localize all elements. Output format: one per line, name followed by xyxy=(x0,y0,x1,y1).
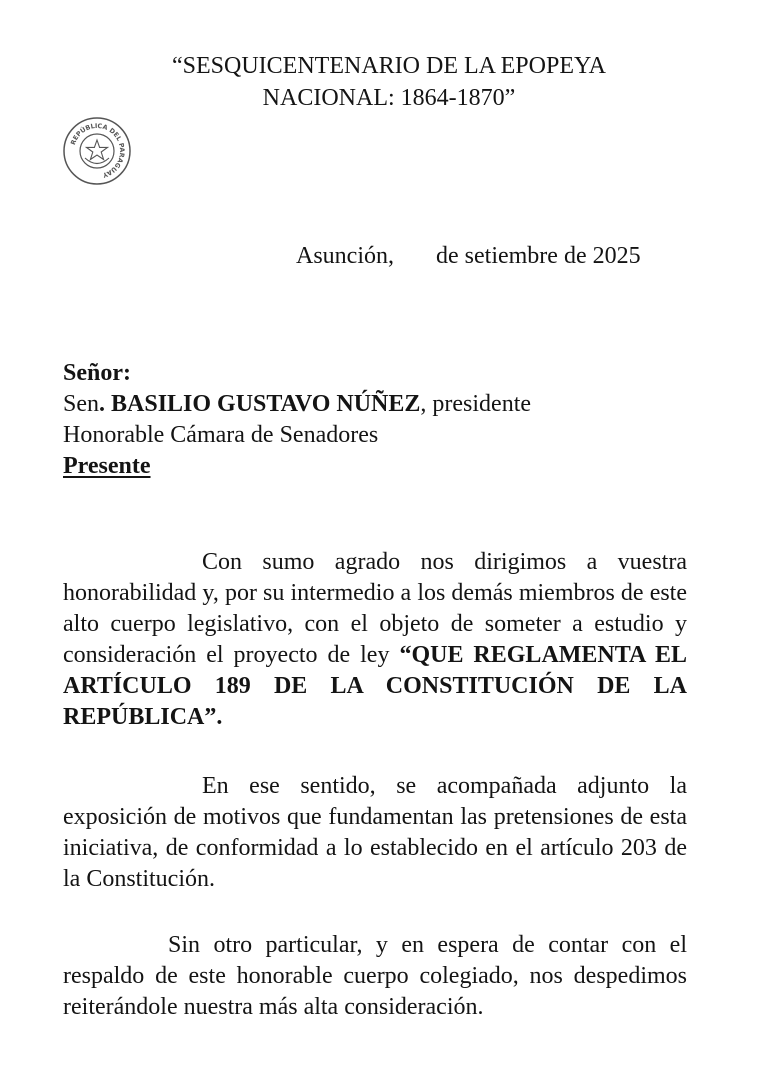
recipient-institution: Honorable Cámara de Senadores xyxy=(63,422,379,448)
presente-label: Presente xyxy=(63,453,151,479)
seal-text: REPÚBLICA DEL PARAGUAY xyxy=(68,121,127,180)
paragraph-1-text: Con sumo agrado nos dirigimos a vuestra honorabilidad y, por su intermedio a los demás miembros de este alto cuerpo legislativo, con el objeto de someter a estudio y consideración el proyecto de ley xyxy=(63,549,687,668)
body-paragraph-1 xyxy=(63,547,687,733)
commemorative-header xyxy=(0,50,778,114)
recipient-block xyxy=(63,358,531,482)
recipient-name: . BASILIO GUSTAVO NÚÑEZ xyxy=(99,391,421,417)
paragraph-2-text: En ese sentido, se acompañada adjunto la exposición de motivos que fundamentan las pretensiones de esta iniciativa, de conformidad a lo establecido en el artículo 203 de la Constitución. xyxy=(63,773,687,892)
body-paragraph-3 xyxy=(63,930,687,1023)
recipient-title: Sen xyxy=(63,391,99,417)
body-paragraph-2 xyxy=(63,771,687,895)
recipient-role: , presidente xyxy=(420,391,532,417)
republic-of-paraguay-seal-icon xyxy=(62,116,132,186)
date-month-year: de setiembre de 2025 xyxy=(436,243,641,269)
svg-text:REPÚBLICA DEL PARAGUAY xyxy=(69,122,126,179)
recipient-name-line xyxy=(63,389,531,420)
bill-title: “QUE REGLAMENTA EL ARTÍCULO 189 DE LA CONSTITUCIÓN DE LA REPÚBLICA”. xyxy=(63,642,687,730)
date-city: Asunción, xyxy=(296,243,394,269)
salutation: Señor: xyxy=(63,360,131,386)
header-line-1: “SESQUICENTENARIO DE LA EPOPEYA xyxy=(172,53,606,79)
paragraph-3-text: Sin otro particular, y en espera de contar con el respaldo de este honorable cuerpo colegiado, nos despedimos reiterándole nuestra más alta consideración. xyxy=(63,932,687,1020)
header-line-2: NACIONAL: 1864-1870” xyxy=(262,85,516,111)
date-line xyxy=(296,240,641,272)
